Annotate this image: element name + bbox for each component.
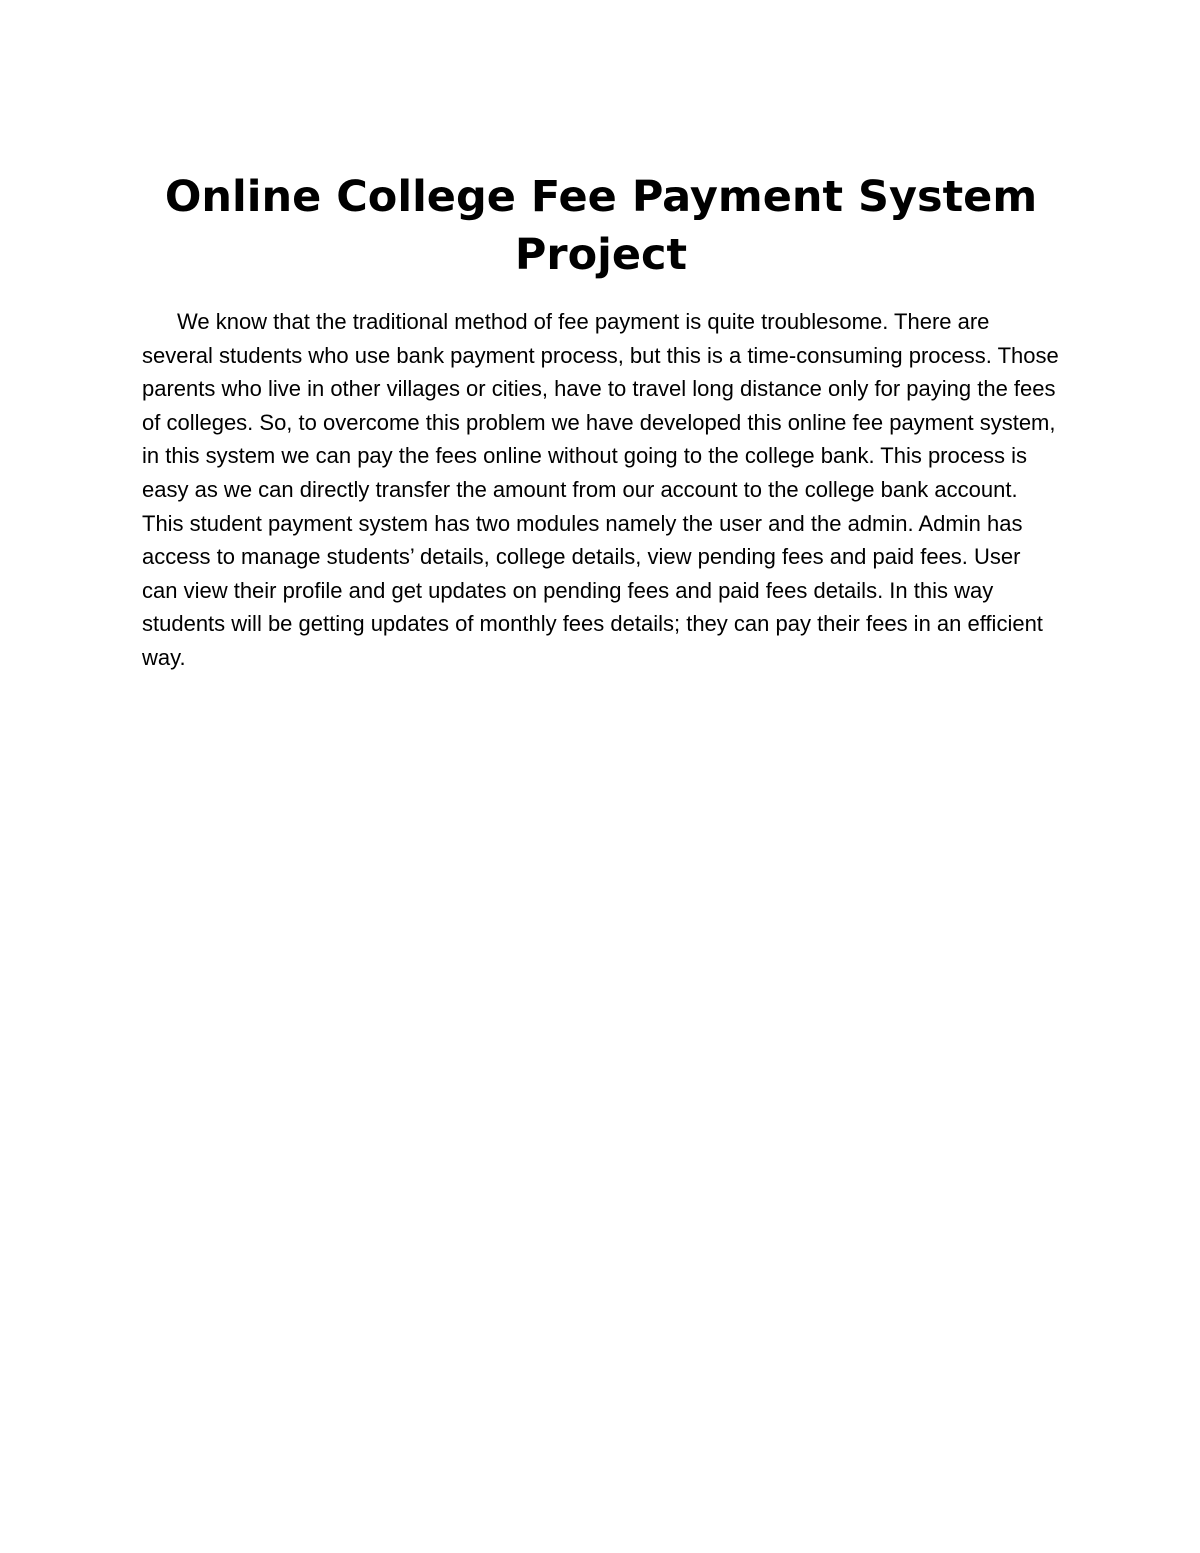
document-title: Online College Fee Payment System Project — [164, 172, 1038, 280]
document-content — [142, 168, 1060, 675]
document-paragraph: We know that the traditional method of fee payment is quite troublesome. There are several students who use bank payment process, but this is a time-consuming process. Those parents who live in other villages or cities, have to travel long distance only for paying the fees of colleges. So, to overcome this problem we have developed this online fee payment system, in this system we can pay the fees online without going to the college bank. This process is easy as we can directly transfer the amount from our account to the college bank account. This student payment system has two modules namely the user and the admin. Admin has access to manage students’ details, college details, view pending fees and paid fees. User can view their profile and get updates on pending fees and paid fees details. In this way students will be getting updates of monthly fees details; they can pay their fees in an efficient way. — [142, 309, 1059, 670]
